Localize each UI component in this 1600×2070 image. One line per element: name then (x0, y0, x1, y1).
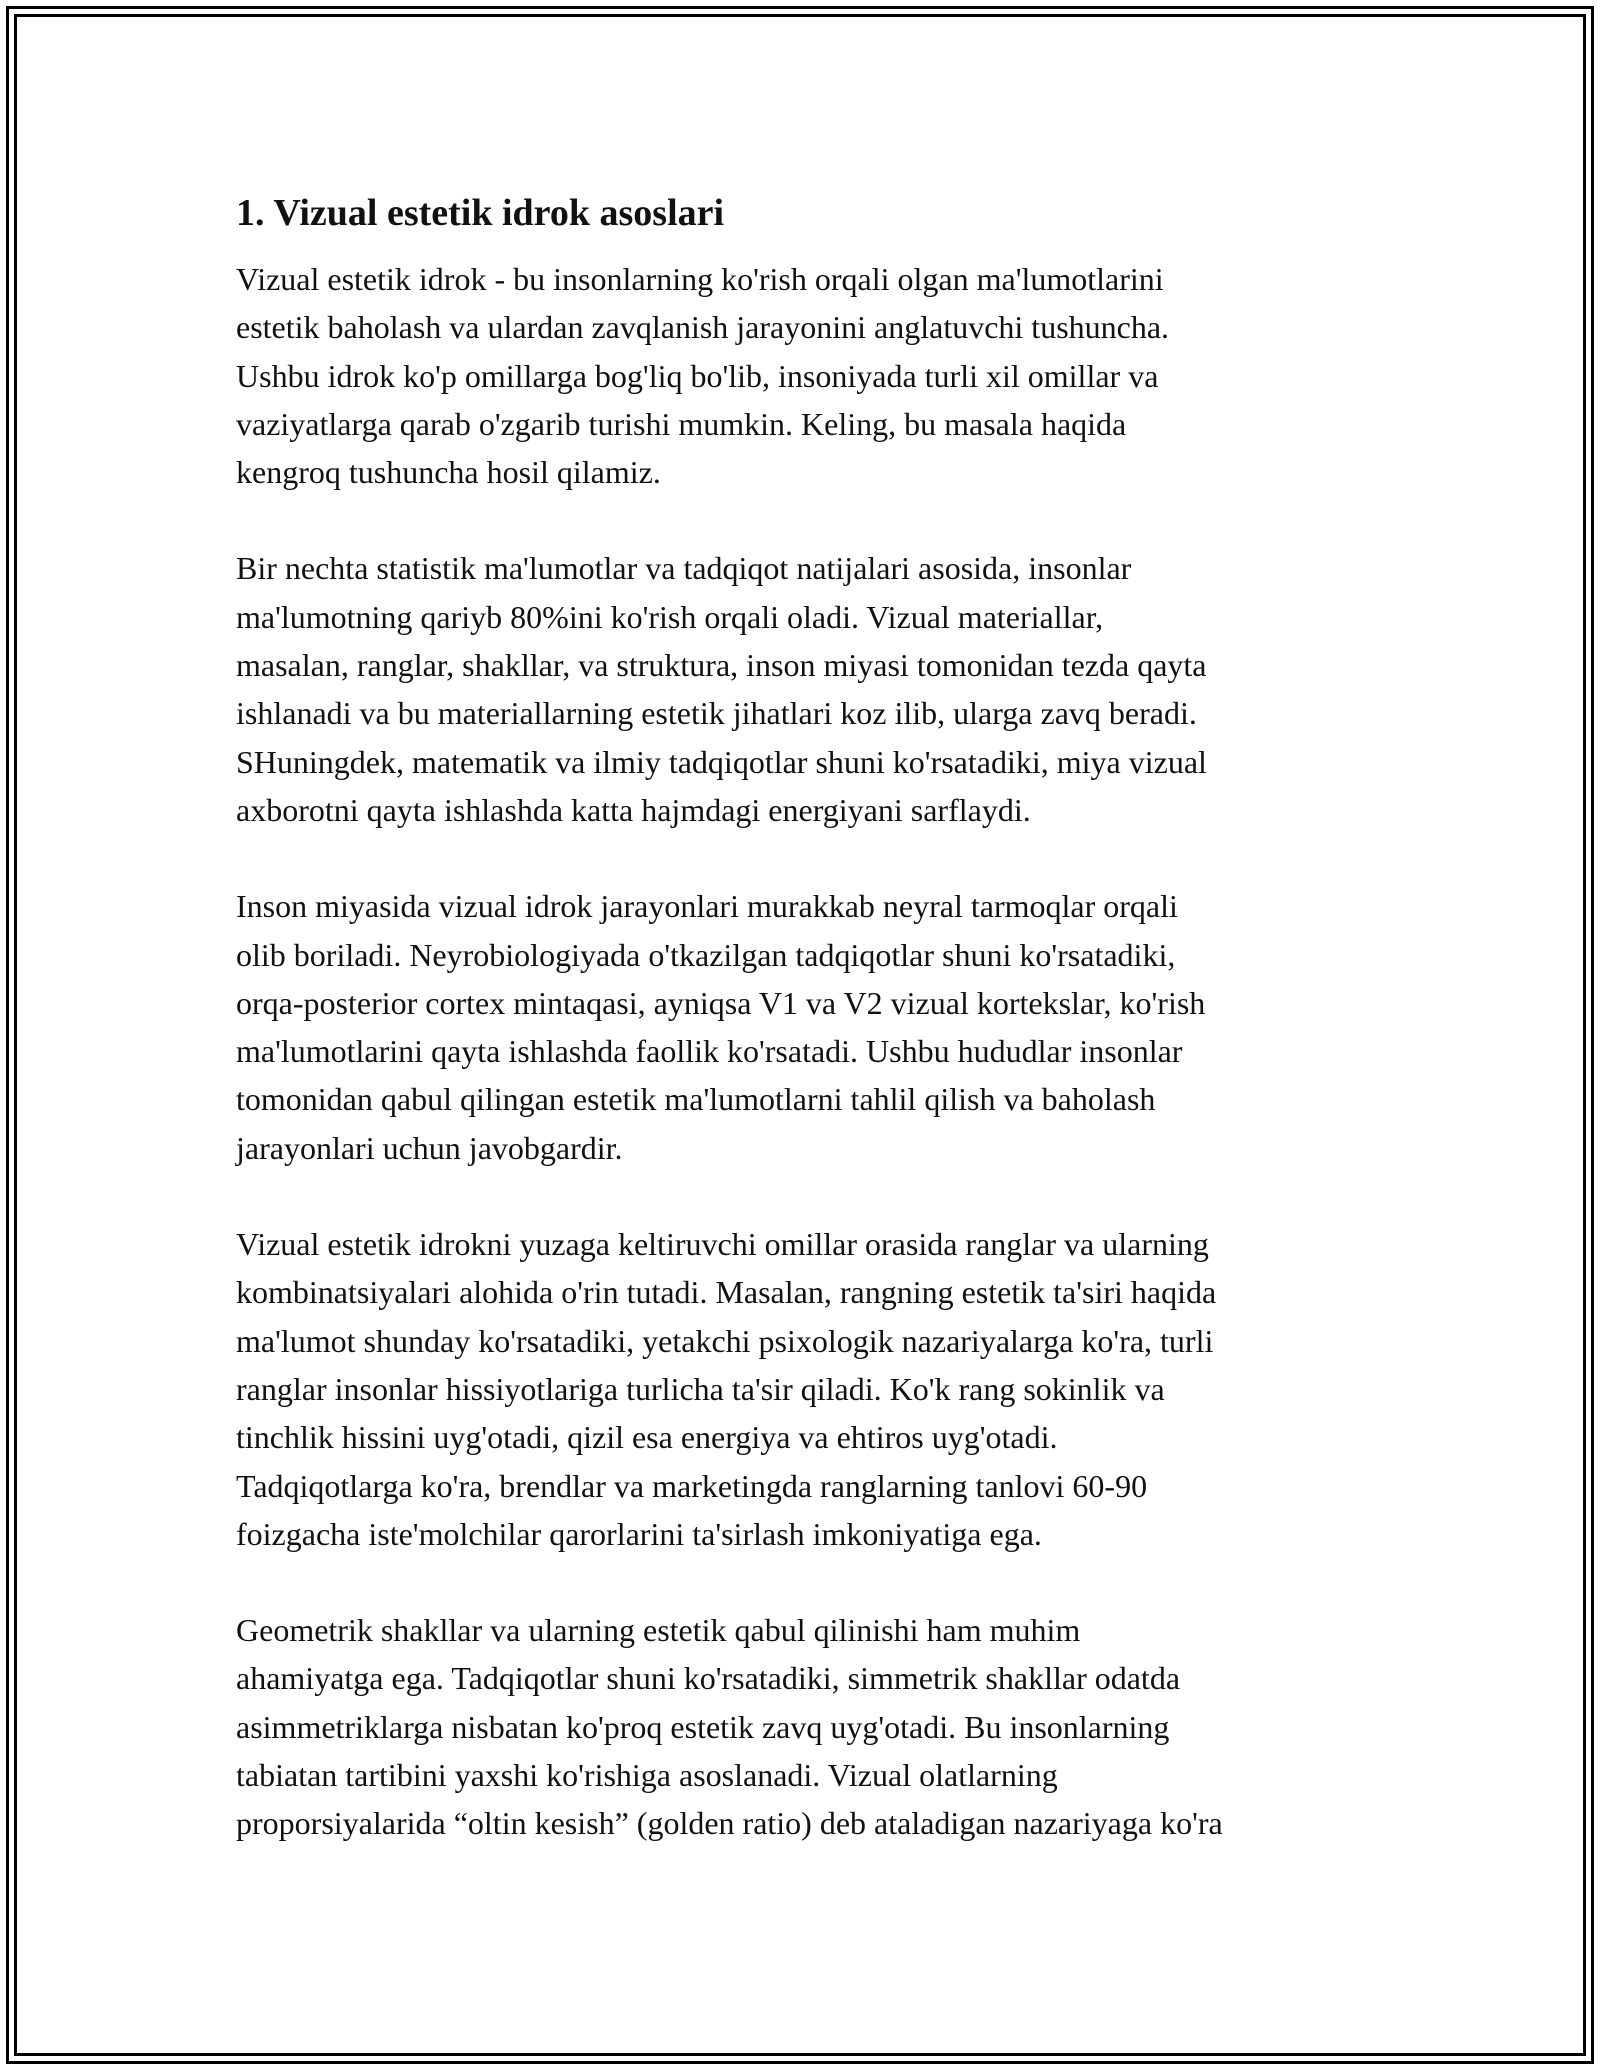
paragraph-line: Vizual estetik idrokni yuzaga keltiruvchi omillar orasida ranglar va ularning (236, 1226, 1209, 1263)
paragraph-line: ahamiyatga ega. Tadqiqotlar shuni ko'rsatadiki, simmetrik shakllar odatda (236, 1660, 1181, 1697)
paragraph-line: Tadqiqotlarga ko'ra, brendlar va marketingda ranglarning tanlovi 60-90 (236, 1467, 1148, 1504)
paragraph-1 (236, 255, 1396, 496)
paragraph-line: Inson miyasida vizual idrok jarayonlari murakkab neyral tarmoqlar orqali (236, 888, 1178, 925)
paragraph-line: orqa-posterior cortex mintaqasi, ayniqsa V1 va V2 vizual kortekslar, ko'rish (236, 984, 1206, 1021)
paragraph-line: kengroq tushuncha hosil qilamiz. (236, 454, 661, 491)
paragraph-line: ishlanadi va bu materiallarning estetik jihatlari koz ilib, ularga zavq beradi. (236, 695, 1197, 732)
paragraph-line: olib boriladi. Neyrobiologiyada o'tkazilgan tadqiqotlar shuni ko'rsatadiki, (236, 936, 1176, 973)
paragraph-line: vaziyatlarga qarab o'zgarib turishi mumkin. Keling, bu masala haqida (236, 405, 1127, 442)
paragraph-line: asimmetriklarga nisbatan ko'proq estetik zavq uyg'otadi. Bu insonlarning (236, 1708, 1170, 1745)
paragraph-5 (236, 1606, 1396, 1847)
paragraph-line: Ushbu idrok ko'p omillarga bog'liq bo'lib, insoniyada turli xil omillar va (236, 357, 1159, 394)
paragraph-line: Bir nechta statistik ma'lumotlar va tadqiqot natijalari asosida, insonlar (236, 550, 1132, 587)
paragraph-line: tinchlik hissini uyg'otadi, qizil esa energiya va ehtiros uyg'otadi. (236, 1419, 1058, 1456)
paragraph-line: proporsiyalarida “oltin kesish” (golden ratio) deb ataladigan nazariyaga ko'ra (236, 1805, 1223, 1842)
paragraph-line: SHuningdek, matematik va ilmiy tadqiqotlar shuni ko'rsatadiki, miya vizual (236, 743, 1207, 780)
paragraph-line: tabiatan tartibini yaxshi ko'rishiga asoslanadi. Vizual olatlarning (236, 1757, 1058, 1794)
paragraph-line: ma'lumot shunday ko'rsatadiki, yetakchi psixologik nazariyalarga ko'ra, turli (236, 1322, 1214, 1359)
paragraph-line: ma'lumotlarini qayta ishlashda faollik ko'rsatadi. Ushbu hududlar insonlar (236, 1033, 1183, 1070)
paragraph-line: masalan, ranglar, shakllar, va struktura, inson miyasi tomonidan tezda qayta (236, 647, 1207, 684)
paragraph-4 (236, 1220, 1396, 1558)
paragraph-line: Geometrik shakllar va ularning estetik qabul qilinishi ham muhim (236, 1612, 1081, 1649)
paragraph-line: axborotni qayta ishlashda katta hajmdagi energiyani sarflaydi. (236, 791, 1031, 828)
paragraph-line: ranglar insonlar hissiyotlariga turlicha ta'sir qiladi. Ko'k rang sokinlik va (236, 1370, 1165, 1407)
paragraph-3 (236, 882, 1396, 1172)
paragraph-line: foizgacha iste'molchilar qarorlarini ta'sirlash imkoniyatiga ega. (236, 1515, 1042, 1552)
paragraph-line: tomonidan qabul qilingan estetik ma'lumotlarni tahlil qilish va baholash (236, 1081, 1156, 1118)
paragraph-line: jarayonlari uchun javobgardir. (236, 1129, 623, 1166)
paragraph-line: Vizual estetik idrok - bu insonlarning ko'rish orqali olgan ma'lumotlarini (236, 261, 1164, 297)
paragraph-line: estetik baholash va ulardan zavqlanish jarayonini anglatuvchi tushuncha. (236, 309, 1170, 346)
paragraph-line: kombinatsiyalari alohida o'rin tutadi. Masalan, rangning estetik ta'siri haqida (236, 1274, 1217, 1311)
section-heading: 1. Vizual estetik idrok asoslari (236, 192, 725, 234)
paragraph-line: ma'lumotning qariyb 80%ini ko'rish orqali oladi. Vizual materiallar, (236, 598, 1104, 635)
document-body (236, 183, 1396, 1896)
paragraph-2 (236, 544, 1396, 834)
